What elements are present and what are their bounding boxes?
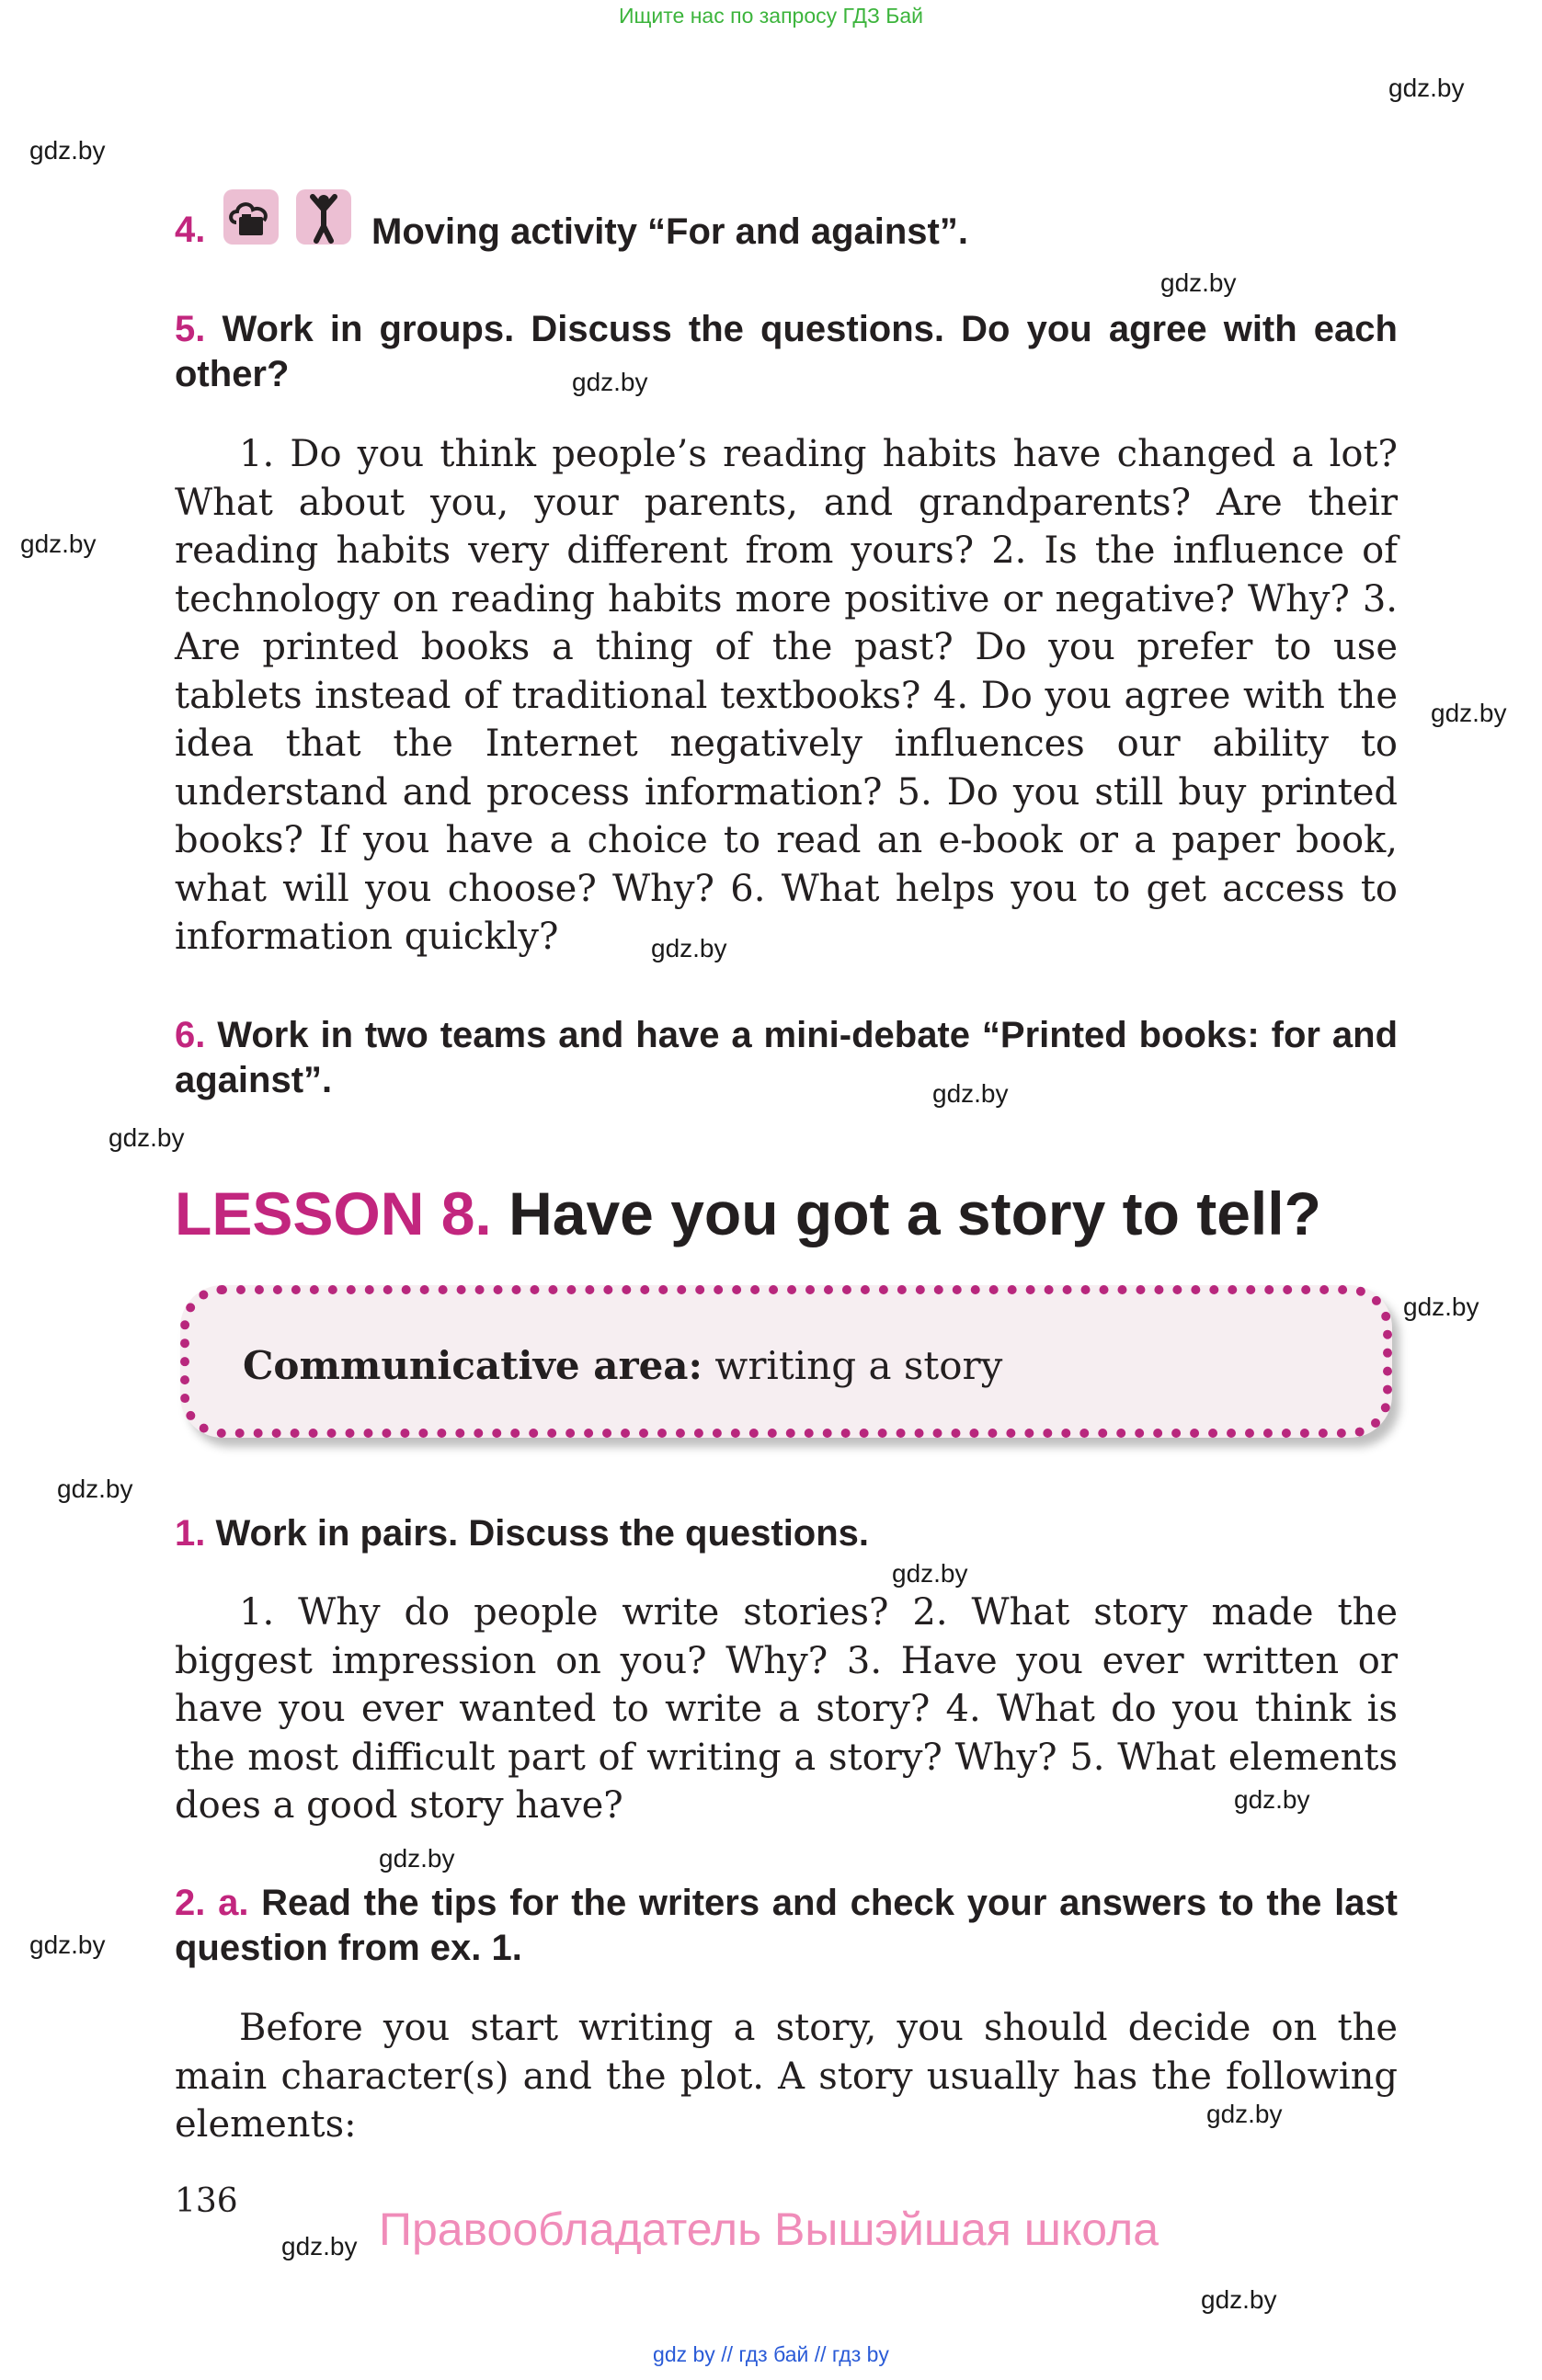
task-6 [175,1013,1398,1103]
watermark: gdz.by [109,1123,185,1152]
watermark: gdz.by [1160,268,1237,297]
page-number: 136 [175,2182,238,2220]
task-2 [175,1881,1398,1971]
task-2-number: 2. [175,1883,206,1923]
task-5-number: 5. [175,309,206,349]
task-2-paragraph: Before you start writing a story, you should decide on the main character(s) and the plot. A story usually has the following elements: [175,2007,1398,2146]
watermark: gdz.by [1403,1292,1479,1321]
watermark: gdz.by [1388,74,1465,102]
watermark: gdz.by [1201,2285,1277,2314]
communicative-area-label: Communicative area: [243,1343,703,1388]
group-work-icon [223,189,279,245]
watermark: gdz.by [1206,2100,1283,2128]
top-banner[interactable]: Ищите нас по запросу ГДЗ Бай [618,4,924,28]
communicative-area-value: writing a story [714,1343,1003,1388]
watermark: gdz.by [29,1930,106,1959]
watermark: gdz.by [1234,1785,1310,1814]
task-6-text: Work in two teams and have a mini-debate “Printed books: for and against”. [175,1015,1398,1100]
task-5-text: Work in groups. Discuss the questions. Do you agree with each other? [175,309,1398,394]
copyright: Правообладатель Вышэйшая школа [379,2203,1159,2255]
watermark: gdz.by [572,368,648,396]
task-4-number: 4. [175,210,206,250]
watermark: gdz.by [20,530,97,558]
task-1-text: Work in pairs. Discuss the questions. [215,1513,870,1554]
footer-links[interactable]: gdz by // гдз бай // гдз by [653,2342,889,2366]
task-6-number: 6. [175,1015,206,1055]
lesson-heading [175,1177,1321,1250]
watermark: gdz.by [379,1844,455,1873]
lesson-title: Have you got a story to tell? [508,1179,1321,1247]
watermark: gdz.by [932,1079,1009,1108]
task-5 [175,307,1398,397]
moving-activity-icon [296,189,351,245]
watermark: gdz.by [281,2232,358,2260]
communicative-area [243,1342,1002,1390]
task-1 [175,1511,1398,1556]
task-4-text: Moving activity “For and against”. [371,211,968,252]
task-1-questions: 1. Why do people write stories? 2. What story made the biggest impression on you? Why? 3. Have you ever written or have you ever wanted to write a story? 4. What do you think is the most difficult part of writing a story? Why? 5. What elements does a good story have? [175,1591,1398,1827]
task-5-questions: 1. Do you think people’s reading habits have changed a lot? What about you, your parents, and grandparents? Are their reading habits very different from yours? 2. Is the influence of technology on reading habits more positive or negative? Why? 3. Are printed books a thing of the past? Do you prefer to use tablets instead of traditional textbooks? 4. Do you agree with the idea that the Internet negatively influences our ability to understand and process information? 5. Do you still buy printed books? If you have a choice to read an e-book or a paper book, what will you choose? Why? 6. What helps you to get access to information quickly? [175,433,1398,958]
watermark: gdz.by [1431,699,1507,727]
watermark: gdz.by [651,934,727,962]
watermark: gdz.by [29,136,106,165]
task-2-text: Read the tips for the writers and check your answers to the last question from ex. 1. [175,1883,1399,1968]
task-2-sub: a. [218,1883,249,1923]
lesson-number: LESSON 8. [175,1179,492,1247]
task-1-number: 1. [175,1513,206,1554]
watermark: gdz.by [57,1475,133,1503]
watermark: gdz.by [892,1559,968,1588]
